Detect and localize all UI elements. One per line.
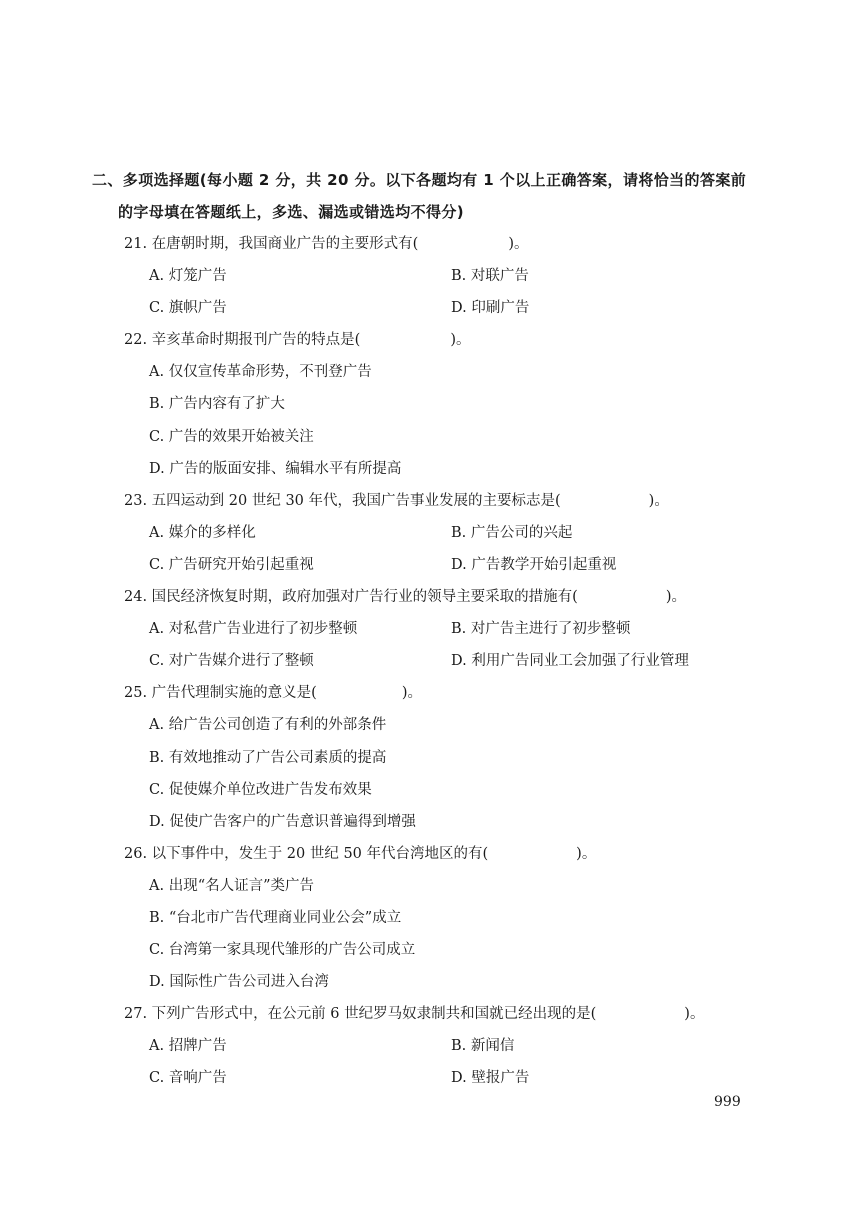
answer-option: A. 招牌广告 [149,1038,227,1055]
question-text-end: )。 [450,332,471,349]
question-text: 25. 广告代理制实施的意义是( [124,685,317,702]
question-stem [124,998,774,1030]
option-row [124,453,774,485]
answer-option: D. 印刷广告 [451,300,530,317]
option-row [124,966,774,998]
answer-option: C. 音响广告 [149,1070,227,1087]
question-stem [124,485,774,517]
answer-option: D. 促使广告客户的广告意识普遍得到增强 [149,813,416,830]
option-row [124,356,774,388]
question-text: 22. 辛亥革命时期报刊广告的特点是( [124,332,361,349]
question-text-end: )。 [576,845,597,862]
answer-option: B. 对联广告 [451,268,529,285]
question-list [124,228,774,1095]
question-text: 27. 下列广告形式中，在公元前 6 世纪罗马奴隶制共和国就已经出现的是( [124,1006,597,1023]
answer-option: C. 促使媒介单位改进广告发布效果 [149,781,372,798]
question-text-end: )。 [684,1006,705,1023]
option-row [124,292,774,324]
answer-option: D. 壁报广告 [451,1070,530,1087]
answer-option: D. 广告教学开始引起重视 [451,556,617,573]
section-heading-line-1: 二、多项选择题(每小题 2 分，共 20 分。以下各题均有 1 个以上正确答案，请将恰当的答案前 [92,171,747,189]
question-text: 24. 国民经济恢复时期，政府加强对广告行业的领导主要采取的措施有( [124,589,578,606]
option-row [124,870,774,902]
option-row [124,774,774,806]
option-row [124,421,774,453]
question-text-end: )。 [401,685,422,702]
question-stem [124,228,774,260]
question-stem [124,324,774,356]
answer-option: C. 广告研究开始引起重视 [149,556,314,573]
answer-option: C. 广告的效果开始被关注 [149,428,314,445]
answer-option: C. 旗帜广告 [149,300,227,317]
answer-option: D. 利用广告同业工会加强了行业管理 [451,653,689,670]
section-heading-line-2: 的字母填在答题纸上，多选、漏选或错选均不得分) [118,203,465,221]
question-stem [124,581,774,613]
answer-option: B. 广告内容有了扩大 [149,396,285,413]
answer-option: B. 新闻信 [451,1038,515,1055]
option-row [124,742,774,774]
option-row [124,709,774,741]
answer-option: D. 国际性广告公司进入台湾 [149,974,329,991]
option-row [124,645,774,677]
answer-option: B. 有效地推动了广告公司素质的提高 [149,749,387,766]
option-row [124,1062,774,1094]
option-row [124,549,774,581]
option-row [124,1030,774,1062]
option-row [124,260,774,292]
section-heading [92,164,792,228]
answer-option: B. 广告公司的兴起 [451,524,573,541]
option-row [124,902,774,934]
answer-option: A. 出现“名人证言”类广告 [149,877,315,894]
answer-option: A. 给广告公司创造了有利的外部条件 [149,717,387,734]
answer-option: A. 灯笼广告 [149,268,227,285]
answer-option: B. “台北市广告代理商业同业公会”成立 [149,909,402,926]
question-stem [124,838,774,870]
question-text-end: )。 [665,589,686,606]
answer-option: C. 对广告媒介进行了整顿 [149,653,314,670]
question-text-end: )。 [508,236,529,252]
option-row [124,388,774,420]
answer-option: A. 对私营广告业进行了初步整顿 [149,621,358,638]
option-row [124,517,774,549]
question-text: 26. 以下事件中，发生于 20 世纪 50 年代台湾地区的有( [124,845,489,862]
question-text: 21. 在唐朝时期，我国商业广告的主要形式有( [124,236,419,252]
option-row [124,613,774,645]
page-number: 999 [714,1094,741,1110]
answer-option: A. 仅仅宣传革命形势，不刊登广告 [149,364,372,381]
question-text-end: )。 [648,492,669,509]
question-text: 23. 五四运动到 20 世纪 30 年代，我国广告事业发展的主要标志是( [124,492,561,509]
answer-option: A. 媒介的多样化 [149,524,256,541]
answer-option: D. 广告的版面安排、编辑水平有所提高 [149,460,402,477]
question-stem [124,677,774,709]
option-row [124,806,774,838]
answer-option: B. 对广告主进行了初步整顿 [451,621,631,638]
answer-option: C. 台湾第一家具现代雏形的广告公司成立 [149,942,416,959]
option-row [124,934,774,966]
